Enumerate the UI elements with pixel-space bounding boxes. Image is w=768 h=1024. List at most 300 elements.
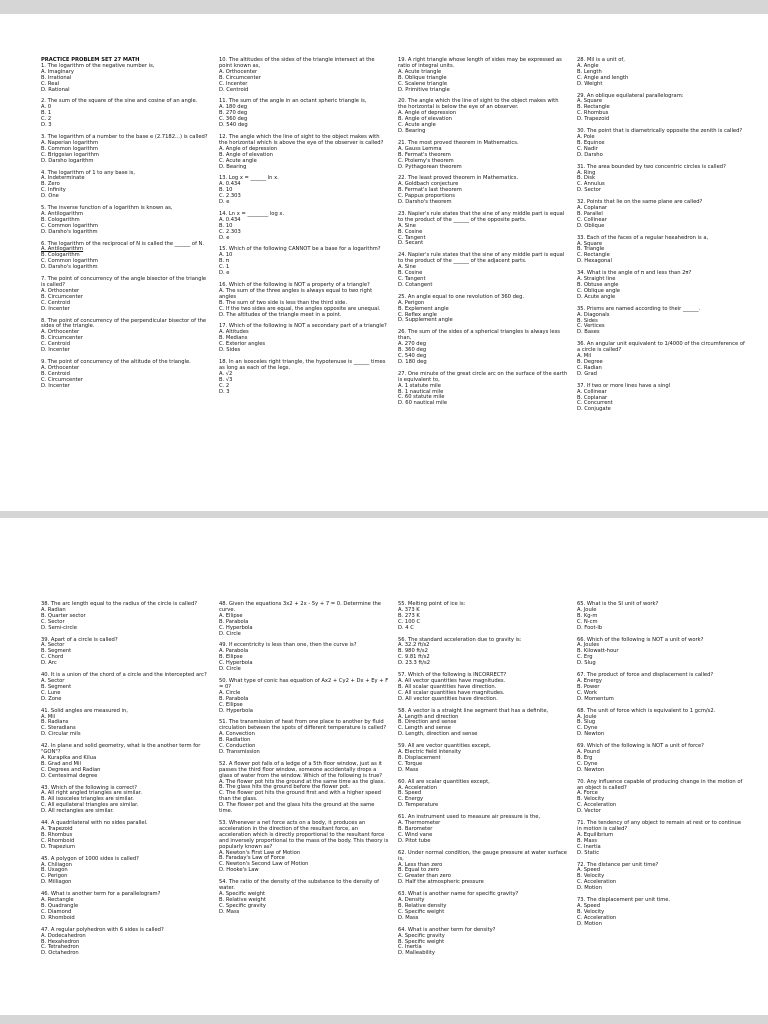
answer-option: B. Circumcenter [219,74,261,81]
question-block [219,679,389,714]
answer-option: D. Pitot tube [398,837,431,844]
answer-option: A. Force [577,790,598,797]
answer-option: B. 10 [219,187,233,194]
answer-option: B. Explement angle [398,305,449,312]
answer-option: D. Incenter [41,305,70,312]
answer-option: A. Electric field intensity [398,749,461,756]
answer-option: A. Sine [398,222,416,229]
answer-option: B. Radians [41,719,69,726]
answer-option: C. 360 deg [219,116,248,123]
question-stem: 61. An instrument used to measure air pressure is the, [398,814,541,821]
answer-option: A. Sine [398,264,416,271]
answer-option: A. Joule [577,606,597,613]
question-block [398,372,568,407]
answer-option: B. Kg-m [577,612,598,619]
answer-option: D. Malleability [398,950,435,957]
question-stem: 57. Which of the following is INCORRECT? [398,672,507,679]
answer-option: A. Antilogarithm [41,210,84,217]
answer-option: C. Collinear [577,216,607,223]
question-block [577,602,747,632]
answer-option: C. Diamond [41,908,72,915]
answer-option: A. Specific gravity [398,932,445,939]
question-block [41,928,211,958]
question-block [577,94,747,124]
answer-option: D. 180 deg [398,358,427,365]
question-stem: 56. The standard acceleration due to gravity is: [398,636,522,643]
answer-option: A. Rectangle [41,897,74,904]
question-stem: 58. A vector is a straight line segment that has a definite, [398,707,549,714]
question-stem: 14. Ln x = ________ log x. [219,210,285,217]
answer-option: C. Tangent [398,234,426,241]
answer-option: D. 60 nautical mile [398,400,448,407]
question-stem: 63. What is another name for specific gravity? [398,891,519,898]
answer-option: B. Common logarithm [41,145,98,152]
question-block [41,319,211,354]
answer-option: B. The sum of two side is less than the third side. [219,299,347,306]
question-block [41,892,211,922]
question-block [577,271,747,301]
answer-option: B. Speed [398,790,422,797]
question-stem: 66. Which of the following is NOT a unit of work? [577,636,704,643]
answer-option: A. Chiliagon [41,861,72,868]
answer-option: C. Energy [398,796,424,803]
question-stem: 9. The point of concurrency of the altitude of the triangle. [41,358,191,365]
answer-option: A. Orthocenter [41,364,80,371]
answer-option: C. 2.303 [219,193,241,200]
answer-option: D. Hooke's Law [219,867,259,874]
answer-option: A. 270 deg [398,341,427,348]
answer-option: B. Circumcenter [41,293,83,300]
answer-option: D. Oblique [577,222,605,229]
question-stem: 19. A right triangle whose length of sides may be expressed as ratio of integral units. [398,57,564,69]
answer-option: B. Equinox [577,139,605,146]
answer-option: B. Disk [577,175,595,182]
answer-option: B. Direction and sense [398,719,457,726]
answer-option: D. 4 C [398,624,414,631]
answer-option: C. 60 statute mile [398,394,445,401]
answer-option: A. Perigon [398,299,425,306]
answer-option: D. Incenter [41,382,70,389]
answer-option: C. Inertia [398,944,422,951]
answer-option: C. Rhombus [577,110,609,117]
question-block [398,99,568,134]
answer-option: A. Dodecahedron [41,932,86,939]
answer-option: A. Angle of depression [219,145,278,152]
answer-option: C. Lune [41,689,61,696]
answer-option: D. 23.3 ft/s2 [398,660,431,667]
answer-option: B. Cologarithm [41,216,80,223]
question-stem: 17. Which of the following is NOT a secondary part of a triangle? [219,323,387,330]
question-stem: 6. The logarithm of the reciprocal of N is called the ______ of N. [41,240,205,247]
answer-option: A. Parabola [219,648,249,655]
answer-option: A. Orthocenter [219,68,258,75]
answer-option: C. Oblique angle [577,287,620,294]
question-stem: 12. The angle which the line of sight to the object makes with the horizontal which is above the eye of the observer is called? [219,133,384,146]
question-block [41,242,211,272]
answer-option: A. √2 [219,370,233,377]
answer-option: C. Newton's Second Law of Motion [219,861,309,868]
question-stem: 15. Which of the following CANNOT be a base for a logarithm? [219,246,381,253]
answer-option: B. Obtuse angle [577,282,619,288]
question-block [219,602,389,637]
answer-option: C. If the two sides are equal, the angles opposite are unequal. [219,305,381,312]
question-block [577,898,747,928]
answer-option: C. Rhomboid [41,837,75,844]
answer-option: B. Velocity [577,873,605,880]
answer-option: D. Length, direction and sense [398,731,478,738]
question-stem: 62. Under normal condition, the gauge pressure at water surface is, [398,849,569,862]
question-stem: 39. Apart of a circle is called? [41,636,118,643]
answer-option: A. Convection [219,731,255,738]
answer-option: D. Primitive triangle [398,86,450,93]
question-block [219,360,389,395]
question-stem: 47. A regular polyhedron with 6 sides is called? [41,926,164,933]
answer-option: C. Common logarithm [41,222,98,229]
question-block [219,99,389,129]
question-block [398,602,568,632]
answer-option: B. √3 [219,376,233,383]
answer-option: D. Motion [577,885,602,892]
answer-option: B. All isosceles triangles are similar. [41,796,134,803]
answer-option: A. 32.2 ft/s2 [398,642,430,649]
answer-option: A. Ring [577,169,596,176]
question-stem: 13. Log x = ______ ln x. [219,175,279,182]
question-stem: 22. The least proved theorem in Mathematics. [398,175,519,182]
answer-option: A. All right angled triangles are similar. [41,790,142,797]
answer-option: A. Antilogarithm [41,246,84,253]
question-block [41,277,211,312]
question-block [577,165,747,195]
answer-option: D. Supplement angle [398,317,453,324]
answer-option: B. Circumcenter [41,335,83,342]
problem-set-title: PRACTICE PROBLEM SET 27 MATH [41,57,140,63]
answer-option: C. The flower pot hits the ground first and with a higher speed than the glass. [219,790,383,803]
answer-option: A. Density [398,897,425,904]
answer-option: B. Sides [577,317,598,324]
answer-option: D. All vector quantities have direction. [398,695,498,702]
question-stem: 35. Prisms are named according to their ______. [577,305,701,312]
answer-option: D. e [219,199,230,206]
question-stem: 45. A polygon of 1000 sides is called? [41,855,139,862]
question-block [398,212,568,247]
question-stem: 16. Which of the following is NOT a property of a triangle? [219,282,370,288]
question-block [41,673,211,703]
answer-option: D. Bases [577,329,600,336]
answer-option: C. Specific gravity [219,902,266,909]
question-block [577,58,747,88]
answer-option: C. Steradians [41,725,76,732]
answer-option: B. All scalar quantities have direction. [398,683,497,690]
answer-option: B. Coplanar [577,394,608,401]
answer-option: C. Erg [577,654,593,661]
question-column-3 [398,602,568,963]
answer-option: C. Briggsian logarithm [41,151,99,158]
answer-option: D. Foot-lb [577,624,603,631]
question-stem: 25. An angle equal to one revolution of 360 deg. [398,293,525,300]
answer-option: D. 3 [219,388,230,395]
question-block [41,602,211,632]
question-block [41,744,211,779]
answer-option: B. Triangle [577,246,605,253]
question-block [398,638,568,668]
question-stem: 34. What is the angle of π and less than 2π? [577,270,692,277]
answer-option: B. Mass [577,837,597,844]
answer-option: B. Uxagon [41,867,68,874]
answer-option: A. Speed [577,867,601,874]
question-stem: 27. One minute of the great circle arc on the surface of the earth is equivalent to, [398,370,569,383]
answer-option: D. Bearing [219,163,247,170]
question-stem: 31. The area bounded by two concentric circles is called? [577,163,726,170]
answer-option: C. Incenter [219,80,248,87]
answer-option: B. Rhombus [41,831,73,838]
answer-option: B. Zero [41,181,60,188]
answer-option: A. 0.434 [219,216,241,223]
answer-option: B. Parallel [577,210,603,217]
question-block [219,135,389,170]
answer-option: C. Real [41,80,60,87]
answer-option: A. Acute triangle [398,68,442,75]
question-block [398,673,568,703]
question-block [577,307,747,337]
question-block [219,212,389,242]
answer-option: B. Faraday's Law of Force [219,855,285,862]
answer-option: D. Bearing [398,127,426,134]
answer-option: B. Rectangle [577,104,610,111]
answer-option: B. Cologarithm [41,252,80,259]
question-stem: 33. Each of the faces of a regular hexahedron is a, [577,234,709,241]
answer-option: D. Acute angle [577,293,616,300]
question-stem: 32. Points that lie on the same plane are called? [577,199,703,206]
answer-option: D. Rhomboid [41,914,75,921]
answer-option: B. Degree [577,358,603,365]
answer-option: C. 9.81 ft/s2 [398,654,430,661]
answer-option: D. Semi-circle [41,624,77,631]
question-stem: 2. The sum of the square of the sine and cosine of an angle. [41,98,198,105]
answer-option: A. Mil [577,353,592,360]
answer-option: C. Specific weight [398,908,445,915]
answer-option: C. 2 [219,382,230,389]
question-block [219,762,389,815]
answer-option: D. Grad [577,370,597,377]
answer-option: D. Trapezium [41,843,75,850]
answer-option: C. 1 [219,264,230,271]
answer-option: C. Annulus [577,181,605,188]
question-stem: 37. If two or more lines have a singl [577,382,671,389]
answer-option: B. Equal to zero [398,867,439,874]
question-block [219,58,389,93]
answer-option: C. Nadir [577,145,598,152]
answer-option: A. Trapezoid [41,826,73,832]
question-stem: 55. Melting point of ice is: [398,601,466,607]
question-stem: 49. If eccentricity is less than one, then the curve is? [219,642,357,649]
answer-option: C. Dyne [577,760,598,767]
question-stem: 21. The most proved theorem in Mathematics. [398,139,519,146]
question-block [577,129,747,159]
question-stem: 73. The displacement per unit time. [577,897,671,904]
answer-option: B. 270 deg [219,110,248,117]
answer-option: C. Length and sense [398,725,451,732]
answer-option: D. Secant [398,240,424,247]
answer-option: A. 180 deg [219,104,248,111]
question-block [398,851,568,886]
answer-option: B. Parabola [219,695,249,702]
question-block [398,253,568,288]
answer-option: C. Work [577,689,598,696]
answer-option: D. Circular mils [41,731,81,738]
question-block [577,384,747,414]
answer-option: C. Circumcenter [41,376,83,383]
answer-option: B. 360 deg [398,347,427,354]
question-block [219,176,389,206]
question-stem: 28. Mil is a unit of, [577,57,625,63]
answer-option: B. Angle of elevation [398,116,452,123]
answer-option: B. Quadrangle [41,902,79,909]
question-stem: 3. The logarithm of a number to the base e (2.7182...) is called? [41,133,208,140]
answer-option: A. Gauss Lemma [398,145,442,152]
answer-option: D. Pythagorean theorem [398,163,462,170]
answer-option: D. Half the atmospheric pressure [398,879,484,886]
answer-option: B. 980 ft/s2 [398,648,428,655]
question-stem: 59. All are vector quantities except, [398,743,491,750]
question-stem: 38. The arc length equal to the radius of the circle is called? [41,601,198,607]
answer-option: D. Centesimal degree [41,772,98,779]
question-stem: 50. What type of conic has equation of Ax2 + Cy2 + Dx + Ey + F = 0? [219,677,390,690]
question-stem: 36. An angular unit equivalent to 1/4000 of the circumference of a circle is called? [577,341,747,354]
question-stem: 24. Napier's rule states that the sine of any middle part is equal to the product of the ______ of the adjacent parts. [398,252,566,265]
answer-option: B. Specific weight [398,938,445,945]
answer-option: A. Joule [577,713,597,720]
answer-option: D. Zone [41,695,62,702]
answer-option: C. Exterior angles [219,341,266,348]
answer-option: D. Temperature [398,802,439,809]
answer-option: C. Common logarithm [41,258,98,265]
question-block [577,863,747,893]
answer-option: C. Tangent [398,276,426,282]
answer-option: C. Wind vane [398,831,433,838]
answer-option: A. Coplanar [577,205,608,212]
question-block [41,786,211,816]
answer-option: A. 0.434 [219,181,241,188]
answer-option: D. Octahedron [41,950,79,957]
answer-option: B. Velocity [577,908,605,915]
question-block [577,780,747,815]
answer-option: A. 373 K [398,606,420,613]
question-stem: 70. Any influence capable of producing change in the motion of an object is called? [577,778,744,791]
answer-option: B. Displacement [398,754,441,761]
answer-option: B. Segment [41,683,72,690]
answer-option: C. Hyperbola [219,624,253,631]
answer-option: D. All rectangles are similar. [41,808,114,815]
answer-option: A. Equilibrium [577,831,614,838]
answer-option: A. Circle [219,689,241,696]
answer-option: C. Inertia [577,843,601,850]
answer-option: B. Quarter sector [41,612,86,619]
document-page-1 [0,14,768,511]
question-stem: 53. Whenever a net force acts on a body, it produces an acceleration in the direction of the resultant force, an acceleration which is directly proportional to the resultant force and inversely proportional to the mass of the body. This theory is popularly known as? [219,820,390,850]
answer-option: D. Darsho's logarithm [41,228,98,235]
answer-option: B. Cosine [398,228,423,235]
answer-option: C. Vertices [577,323,605,330]
answer-option: B. Segment [41,648,72,655]
question-block [577,744,747,774]
question-stem: 44. A quadrilateral with no sides parallel. [41,820,148,827]
question-stem: 60. All are scalar quantities except, [398,778,490,785]
question-stem: 23. Napier's rule states that the sine of any middle part is equal to the product of the ______ of the opposite parts. [398,210,566,223]
answer-option: D. e [219,234,230,241]
question-block [577,821,747,856]
question-block [398,141,568,171]
answer-option: A. Radian [41,606,66,613]
answer-option: A. 0 [41,104,52,111]
answer-option: D. Mass [398,914,419,921]
answer-option: B. Erg [577,754,593,761]
question-block [398,928,568,958]
question-stem: 40. It is a union of the chord of a circle and the intercepted arc? [41,672,207,679]
answer-option: C. Torque [398,760,423,767]
question-stem: 20. The angle which the line of sight to the object makes with the horizontal is below the eye of an observer. [398,98,561,111]
answer-option: C. Angle and length [577,74,629,81]
answer-option: D. One [41,193,59,200]
answer-option: B. Length [577,68,602,75]
answer-option: A. Sector [41,642,65,649]
answer-option: D. Incenter [41,347,70,354]
answer-option: A. Angle of depression [398,110,457,117]
answer-option: C. Infinity [41,187,66,194]
question-stem: 71. The tendency of any object to remain at rest or to continue in motion is called? [577,820,743,832]
answer-option: B. Fermat's theorem [398,151,451,158]
answer-option: B. Velocity [577,796,605,803]
question-block [41,709,211,739]
answer-option: B. The glass hits the ground before the flower pot. [219,784,350,791]
answer-option: B. Irrational [41,74,72,81]
answer-option: A. Square [577,98,603,105]
question-stem: 26. The sum of the sides of a spherical triangles is always less than, [398,329,562,342]
question-block [41,99,211,129]
answer-option: B. Hexahedron [41,938,80,945]
answer-option: D. Sector [577,187,601,194]
question-block [219,821,389,874]
answer-option: B. Power [577,683,600,690]
document-page-2 [0,518,768,1015]
answer-option: A. Indeterminate [41,175,85,182]
answer-option: A. The flower pot hits the ground at the same time as the glass. [219,778,385,785]
answer-option: C. All equilateral triangles are similar. [41,802,139,809]
answer-option: C. Centroid [41,341,70,348]
answer-option: D. Rational [41,86,70,93]
answer-option: C. Sector [41,618,65,625]
question-stem: 41. Solid angles are measured in, [41,707,128,714]
answer-option: D. Slug [577,660,596,667]
question-block [398,58,568,93]
answer-option: D. Circle [219,666,241,673]
answer-option: C. Tetrahedron [41,944,79,951]
answer-option: D. Motion [577,920,602,927]
answer-option: B. Cosine [398,270,423,277]
question-stem: 30. The point that is diametrically opposite the zenith is called? [577,128,743,135]
answer-option: A. Goldbach conjecture [398,181,459,188]
question-column-3 [398,58,568,413]
answer-option: A. Thermometer [398,820,441,827]
answer-option: A. The sum of the three angles is always equal to two right angles [219,287,374,300]
question-stem: 11. The sum of the angle in an octant spheric triangle is, [219,98,367,105]
question-block [577,342,747,377]
answer-option: C. 540 deg [398,352,427,359]
question-stem: 64. What is another term for density? [398,926,496,933]
answer-option: D. Darsho logarithm [41,157,94,164]
answer-option: D. Cotangent [398,281,433,288]
answer-option: C. Acceleration [577,879,617,886]
question-stem: 5. The inverse function of a logarithm is known as, [41,205,173,212]
